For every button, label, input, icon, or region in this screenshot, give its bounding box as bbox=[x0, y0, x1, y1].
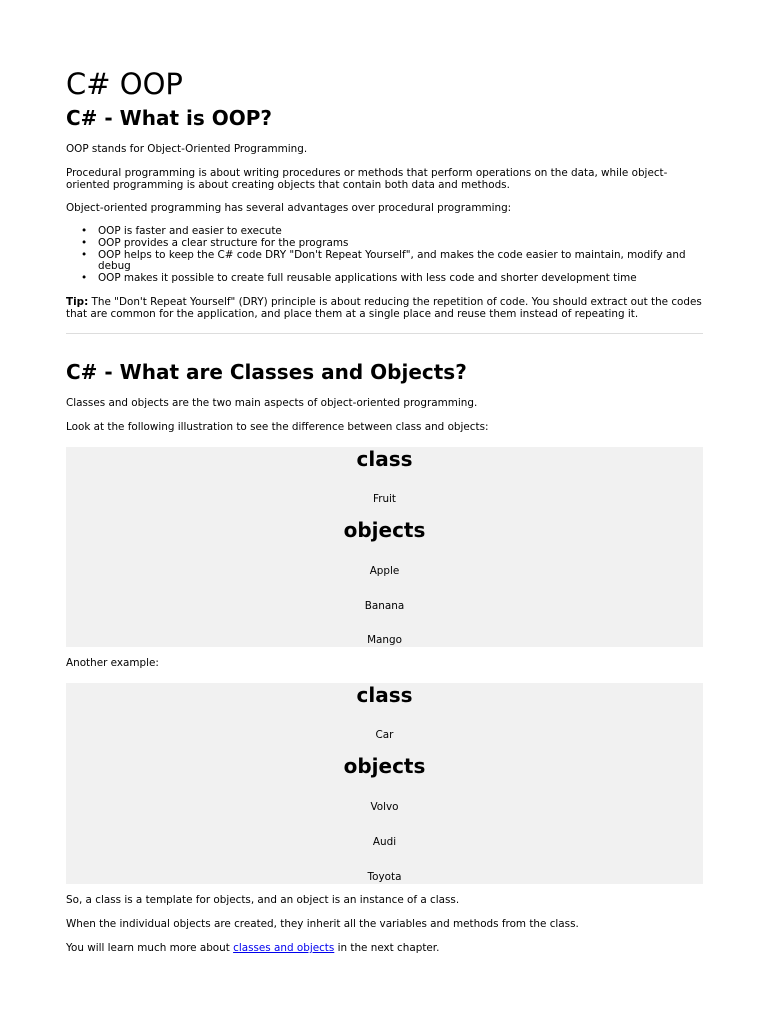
paragraph-class-template: So, a class is a template for objects, and an object is an instance of a class. bbox=[66, 894, 460, 906]
paragraph-procedural-vs-oop: Procedural programming is about writing procedures or methods that perform operations on the data, while object-oriented programming is about creating objects that contain both data and methods. bbox=[66, 167, 668, 191]
learn-more-text: You will learn much more about bbox=[66, 942, 234, 954]
learn-more-suffix: in the next chapter. bbox=[334, 942, 440, 954]
tip-text: The "Don't Repeat Yourself" (DRY) principle is about reducing the repetition of code. You should extract out the codes that are common for the application, and place them at a single place and reuse them instead of repeating it. bbox=[66, 296, 702, 320]
paragraph-main-aspects: Classes and objects are the two main aspects of object-oriented programming. bbox=[66, 397, 478, 409]
paragraph-another-example: Another example: bbox=[66, 657, 159, 669]
object-item: Banana bbox=[364, 600, 405, 612]
paragraph-advantages-intro: Object-oriented programming has several advantages over procedural programming: bbox=[66, 202, 512, 214]
section-heading-classes-objects: C# - What are Classes and Objects? bbox=[66, 360, 467, 384]
section-divider bbox=[66, 333, 703, 334]
class-name: Car bbox=[375, 729, 394, 741]
tip-label: Tip: bbox=[66, 296, 89, 308]
class-heading: class bbox=[356, 683, 413, 707]
list-item: • OOP provides a clear structure for the programs bbox=[66, 238, 703, 250]
objects-heading: objects bbox=[343, 518, 426, 542]
list-item: • OOP is faster and easier to execute bbox=[66, 226, 703, 238]
object-item: Apple bbox=[369, 565, 400, 577]
classes-objects-link[interactable]: classes and objects bbox=[233, 942, 335, 954]
objects-heading: objects bbox=[343, 754, 426, 778]
object-item: Audi bbox=[372, 836, 397, 848]
tip-paragraph bbox=[66, 297, 703, 321]
class-heading: class bbox=[356, 447, 413, 471]
list-item: • OOP makes it possible to create full reusable applications with less code and shorter development time bbox=[66, 273, 703, 285]
paragraph-inherit: When the individual objects are created, they inherit all the variables and methods from the class. bbox=[66, 918, 579, 930]
section-heading-what-is-oop: C# - What is OOP? bbox=[66, 106, 272, 130]
paragraph-oop-definition: OOP stands for Object-Oriented Programming. bbox=[66, 143, 308, 155]
object-item: Toyota bbox=[367, 871, 402, 883]
illustration-fruit bbox=[66, 447, 703, 647]
object-item: Mango bbox=[367, 634, 402, 646]
list-item: • OOP helps to keep the C# code DRY "Don't Repeat Yourself", and makes the code easier to maintain, modify and debug bbox=[66, 250, 703, 274]
illustration-car bbox=[66, 683, 703, 884]
object-item: Volvo bbox=[370, 801, 399, 813]
paragraph-learn-more bbox=[66, 943, 703, 955]
paragraph-illustration-intro: Look at the following illustration to see the difference between class and objects: bbox=[66, 421, 489, 433]
page-title: C# OOP bbox=[66, 67, 183, 101]
advantages-list bbox=[66, 226, 703, 285]
class-name: Fruit bbox=[372, 493, 397, 505]
